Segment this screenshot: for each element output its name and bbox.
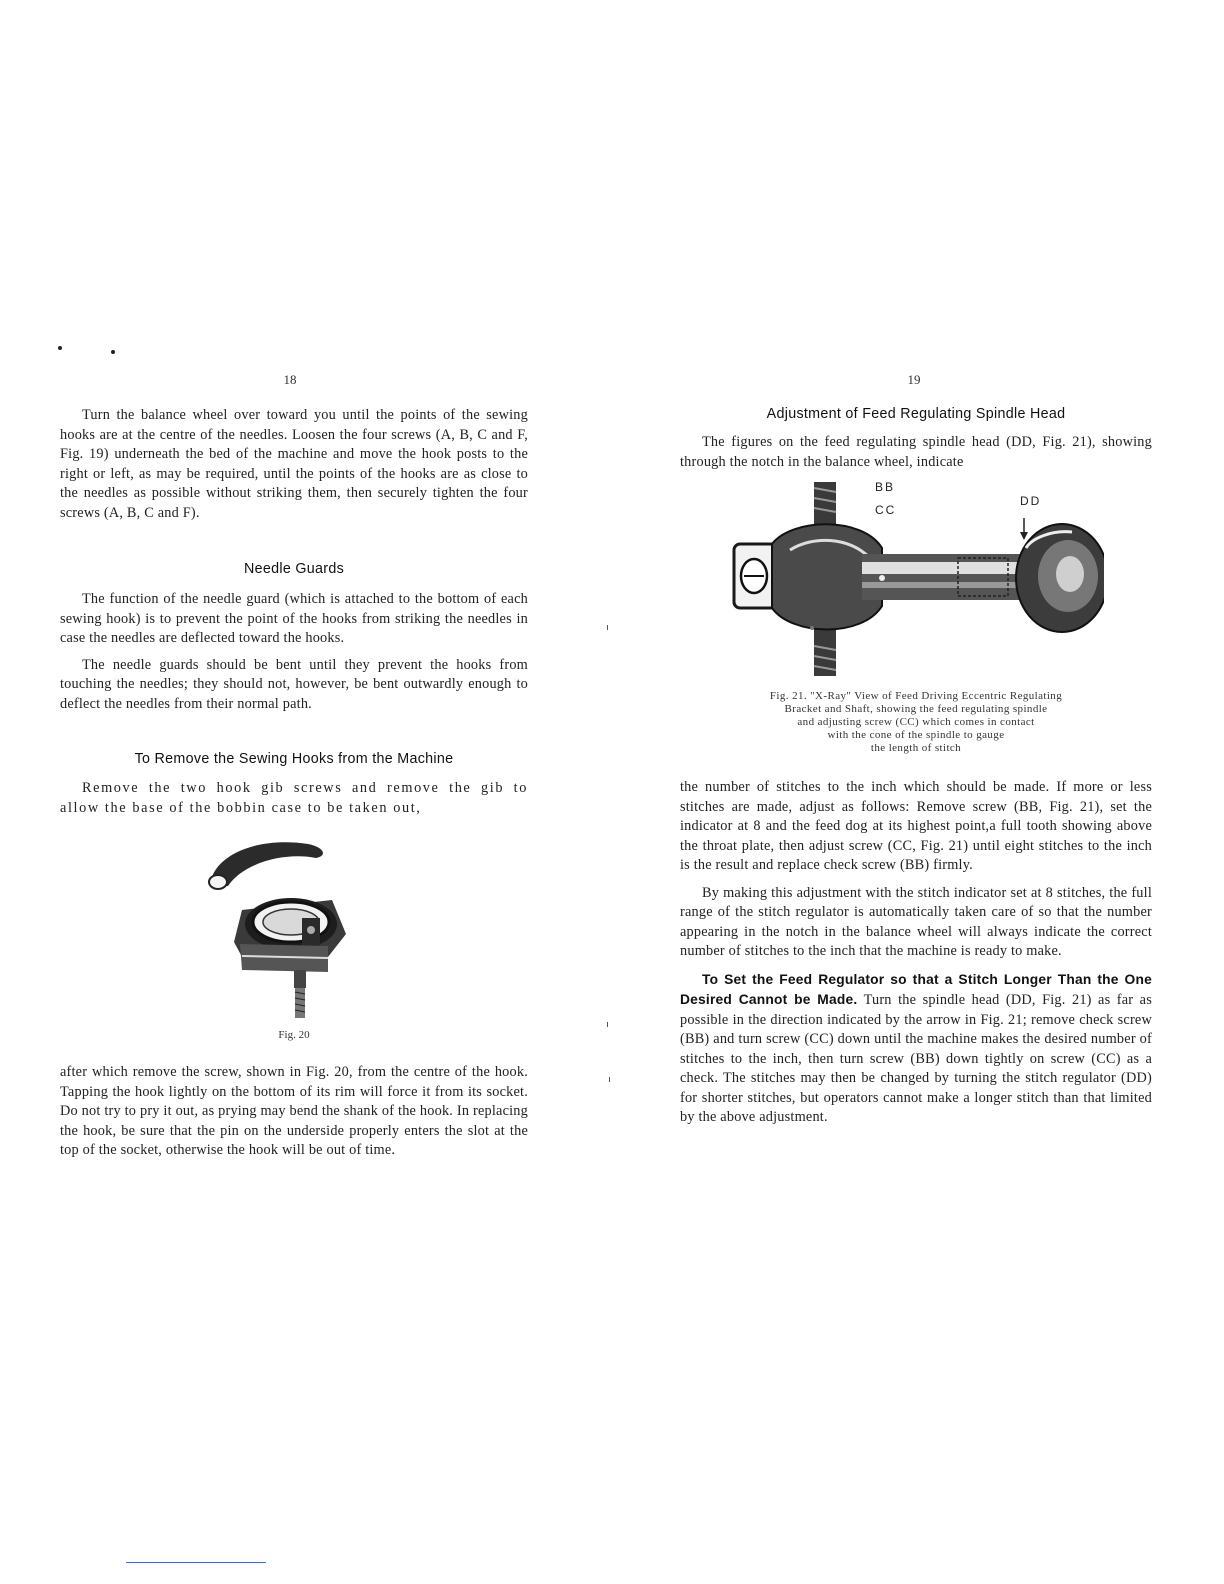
fig20-caption: Fig. 20 — [278, 1029, 310, 1041]
feed-regulator-text: Turn the spindle head (DD, Fig. 21) as far as possible in the direction indicated by the arrow in Fig. 21; remove check screw (BB) and turn screw (CC) down until the machine makes the desired number of stitches to the inch, then turn screw (BB) down tightly on screw (CC) as a check. The stitches may then be changed by turning the stitch regulator (DD) for shorter stitches, but operators cannot make a longer stitch than that limited by the above adjustment. — [680, 992, 1152, 1125]
needle-guards-section — [60, 590, 528, 714]
paragraph-adjustment-intro: The figures on the feed regulating spindle head (DD, Fig. 21), showing through the notch in the balance wheel, indicate — [680, 434, 1152, 470]
intro-section — [60, 406, 528, 523]
fig20-hook-illustration — [196, 834, 356, 1022]
remove-hooks-section — [60, 779, 528, 818]
page-number: 19 — [907, 372, 921, 387]
right-page — [612, 0, 1224, 1584]
fig21-caption — [680, 690, 1152, 755]
paragraph-after-remove: after which remove the screw, shown in Fig. 20, from the centre of the hook. Tapping the hook lightly on the bottom of its rim will force it from its socket. Do not try to pry it out, as prying may bend the shank of the hook. In replacing the hook, be sure that the pin on the underside properly enters the slot at the top of the socket, otherwise the hook will be out of time. — [60, 1064, 528, 1158]
after-remove-section — [60, 1063, 528, 1161]
paragraph-range: By making this adjustment with the stitch indicator set at 8 stitches, the full range of the stitch regulator is automatically taken care of so that the number appearing in the notch in the balance wheel will always indicate the correct number of stitches to the inch that the machine is ready to make. — [680, 884, 1152, 959]
adjustment-intro-section — [680, 433, 1152, 472]
fig21-label-dd: DD — [1020, 494, 1042, 508]
fig21-caption-line: and adjusting screw (CC) which comes in contact — [797, 716, 1035, 728]
paragraph-guards-function: The function of the needle guard (which is attached to the bottom of each sewing hook) is to prevent the point of the hooks from striking the needles in case the needles are deflected toward the hooks. — [60, 591, 528, 646]
fig21-caption-line: Fig. 21. "X-Ray" View of Feed Driving Eccentric Regulating — [769, 690, 1063, 702]
fig21-caption-line: the length of stitch — [870, 742, 962, 754]
paragraph-feed-regulator — [680, 970, 1152, 1128]
paragraph-intro: Turn the balance wheel over toward you until the points of the sewing hooks are at the centre of the needles. Loosen the four screws (A, B, C and F, Fig. 19) underneath the bed of the machine and move the hook posts to the right or left, as may be required, until the points of the hooks are as close to the needles as possible without striking them, then securely tighten the four screws (A, B, C and F). — [60, 407, 528, 521]
paragraph-stitches: the number of stitches to the inch which should be made. If more or less stitches are made, adjust as follows: Remove screw (BB, Fig. 21), set the indicator at 8 and the feed dog at its highest point,a full tooth showing above the throat plate, then adjust screw (CC, Fig. 21) until eight stitches to the inch is the result and replace check screw (BB) firmly. — [680, 779, 1152, 873]
fig21-spindle-illustration — [732, 478, 1104, 682]
stitches-section — [680, 778, 1152, 1128]
page-number: 18 — [283, 372, 297, 387]
heading-remove-hooks: To Remove the Sewing Hooks from the Machine — [134, 751, 454, 767]
fig21-caption-line: with the cone of the spindle to gauge — [827, 729, 1005, 741]
heading-needle-guards: Needle Guards — [243, 561, 345, 577]
heading-adjustment: Adjustment of Feed Regulating Spindle Head — [766, 406, 1066, 422]
scan-line — [126, 1562, 266, 1563]
runin-heading-feed-regulator: To Set the Feed Regulator so that a Stitch Longer Than the One Desired Cannot be Made. — [680, 971, 1152, 1007]
paragraph-remove-gib: Remove the two hook gib screws and remove the gib to allow the base of the bobbin case to be taken out, — [60, 780, 528, 816]
fig21-label-cc: CC — [875, 503, 897, 517]
fig21-label-bb: BB — [875, 480, 896, 494]
fig21-caption-line: Bracket and Shaft, showing the feed regulating spindle — [784, 703, 1048, 715]
paragraph-guards-bend: The needle guards should be bent until they prevent the hooks from touching the needles; they should not, however, be bent outwardly enough to deflect the needles from their normal path. — [60, 656, 528, 712]
